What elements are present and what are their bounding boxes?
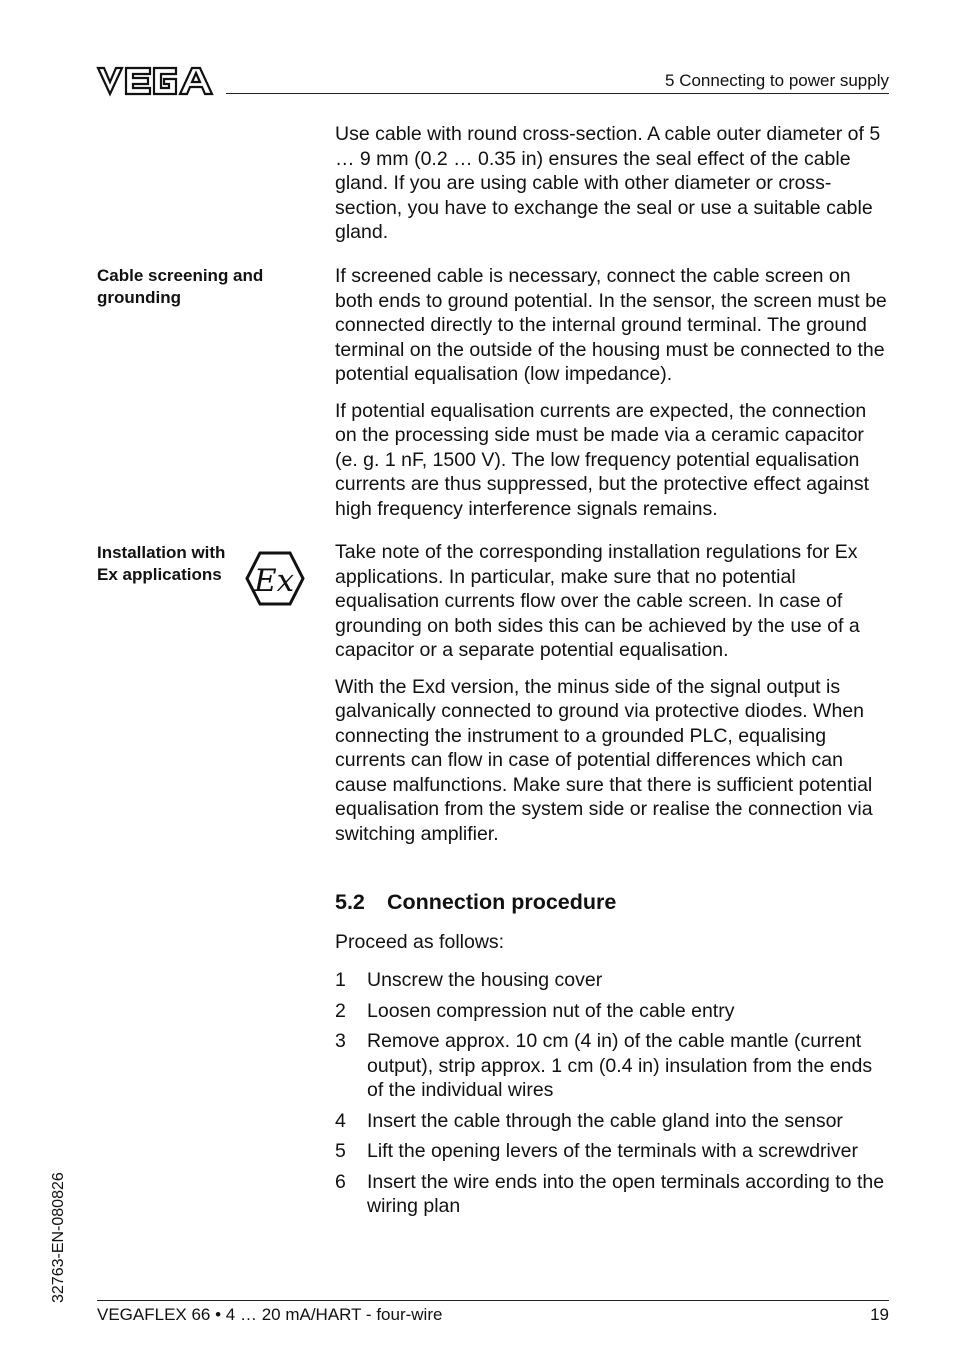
step-text: Insert the wire ends into the open terminals according to the wiring plan: [367, 1170, 885, 1217]
procedure-steps: [335, 968, 891, 1225]
footer-product: VEGAFLEX 66 • 4 … 20 mA/HART - four-wire: [97, 1305, 443, 1324]
ex-paragraph-1: Take note of the corresponding installation regulations for Ex applications. In particular, make sure that no potential equalisation currents flow over the cable screen. In case of grounding on both sides this can be achieved by the use of a capacitor or a separate potential equalisation.: [335, 541, 860, 661]
step-text: Unscrew the housing cover: [367, 969, 603, 991]
ex-label: Installation with Ex applications: [97, 543, 226, 584]
footer-divider: [97, 1300, 889, 1301]
screening-paragraph-1: If screened cable is necessary, connect the cable screen on both ends to ground potential. In the sensor, the screen must be connected directly to the internal ground terminal. The ground terminal on the outside of the housing must be connected to the potential equalisation (low impedance).: [335, 265, 887, 385]
header-divider: [226, 93, 889, 94]
step-number: 4: [335, 1109, 346, 1132]
step-number: 6: [335, 1170, 346, 1193]
step-item: [335, 1139, 891, 1164]
step-item: [335, 1170, 891, 1219]
section-number: 5.2: [335, 890, 365, 914]
page-number: 19: [870, 1305, 889, 1324]
document-code: 32763-EN-080826: [50, 1172, 67, 1303]
step-item: [335, 1109, 891, 1134]
intro-block: [335, 122, 890, 257]
step-number: 1: [335, 969, 346, 991]
section-title: Connection procedure: [387, 890, 617, 914]
procedure-intro: Proceed as follows:: [335, 931, 505, 953]
step-text: Remove approx. 10 cm (4 in) of the cable mantle (current output), strip approx. 1 cm (0.4 in) insulation from the ends of the individual wires: [367, 1030, 873, 1101]
step-number: 5: [335, 1140, 346, 1162]
svg-text:Ex: Ex: [253, 563, 295, 599]
step-text: Insert the cable through the cable gland into the sensor: [367, 1109, 843, 1132]
screening-paragraph-2: If potential equalisation currents are expected, the connection on the processing side must be made via a ceramic capacitor (e. g. 1 nF, 1500 V). The low frequency potential equalisation currents are thus suppressed, but the protective effect against high frequency interference signals remains.: [335, 399, 870, 520]
step-text: Lift the opening levers of the terminals with a screwdriver: [367, 1140, 858, 1162]
screening-label: Cable screening and grounding: [97, 266, 264, 307]
ex-icon: [245, 551, 305, 606]
screening-block: [335, 264, 890, 533]
step-text: Loosen compression nut of the cable entry: [367, 999, 735, 1022]
vega-logo: [96, 64, 214, 98]
step-item: [335, 999, 891, 1024]
step-item: [335, 1029, 891, 1103]
intro-paragraph: Use cable with round cross-section. A cable outer diameter of 5 … 9 mm (0.2 … 0.35 in) ensures the seal effect of the cable gland. If you are using cable with other diameter or cross-section, you have to exchange the seal or use a suitable cable gland.: [335, 123, 881, 243]
step-item: [335, 968, 891, 993]
header-section-title: 5 Connecting to power supply: [665, 71, 889, 90]
ex-block: [335, 540, 890, 858]
ex-paragraph-2: With the Exd version, the minus side of the signal output is galvanically connected to ground via protective diodes. When connecting the instrument to a grounded PLC, equalising currents can flow in case of potential differences which can cause malfunctions. Make sure that there is sufficient potential equalisation from the system side or realise the connection via switching amplifier.: [335, 675, 873, 845]
step-number: 3: [335, 1030, 346, 1052]
section-heading: [335, 890, 616, 915]
step-number: 2: [335, 999, 346, 1022]
